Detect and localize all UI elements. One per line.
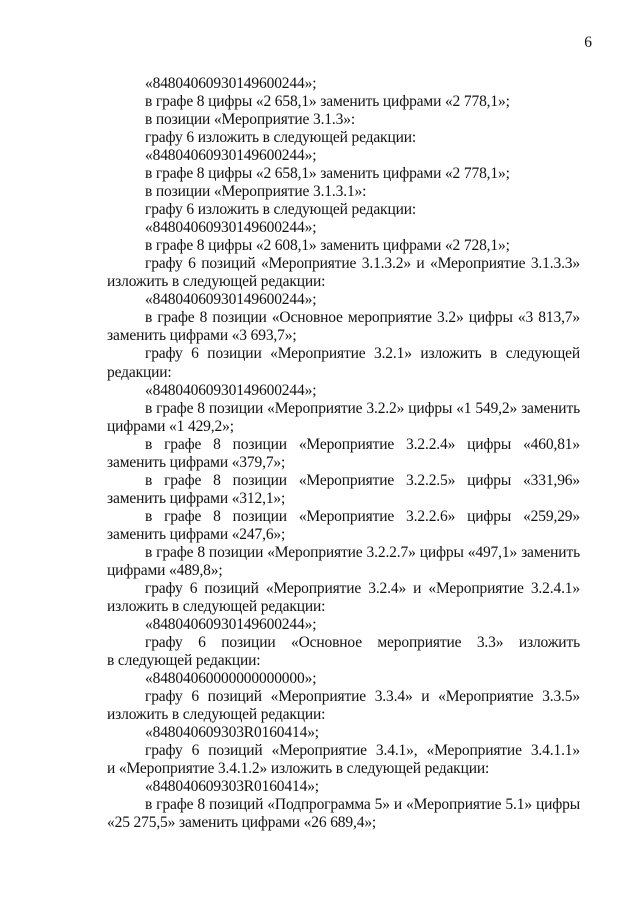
text-line: «84804060930149600244»; [145, 219, 317, 237]
text-line: графу 6 позиций «Мероприятие 3.2.4» и «Мероприятие 3.2.4.1» [145, 579, 580, 597]
text-line: графу 6 позиции «Мероприятие 3.2.1» изложить в следующей [145, 345, 580, 363]
text-line: и «Мероприятие 3.4.1.2» изложить в следующей редакции: [107, 760, 490, 778]
text-line: изложить в следующей редакции: [107, 706, 326, 724]
text-line: «84804060000000000000»; [145, 670, 317, 688]
text-line: графу 6 позиций «Мероприятие 3.4.1», «Мероприятие 3.4.1.1» [145, 742, 580, 760]
text-line: в графе 8 позиции «Мероприятие 3.2.2.6» цифры «259,29» [145, 507, 580, 525]
text-line: цифрами «489,8»; [107, 561, 223, 579]
text-line: в графе 8 позиции «Мероприятие 3.2.2.7» цифры «497,1» заменить [145, 543, 580, 561]
text-line: цифрами «1 429,2»; [107, 417, 234, 435]
text-line: в графе 8 цифры «2 658,1» заменить цифрами «2 778,1»; [145, 93, 510, 111]
text-line: «84804060930149600244»; [145, 147, 317, 165]
text-line: «84804060930149600244»; [145, 381, 317, 399]
text-line: в графе 8 позиции «Мероприятие 3.2.2.5» цифры «331,96» [145, 471, 580, 489]
text-line: заменить цифрами «312,1»; [107, 489, 286, 507]
text-line: «848040609303R0160414»; [145, 724, 319, 742]
document-body [107, 75, 580, 832]
text-line: «84804060930149600244»; [145, 291, 317, 309]
text-line: в графе 8 цифры «2 658,1» заменить цифрами «2 778,1»; [145, 165, 510, 183]
text-line: в графе 8 позиции «Основное мероприятие 3.2» цифры «3 813,7» [145, 309, 580, 327]
text-line: в графе 8 цифры «2 608,1» заменить цифрами «2 728,1»; [145, 237, 510, 255]
text-line: графу 6 позиции «Основное мероприятие 3.3» изложить [145, 633, 580, 651]
text-line: «25 275,5» заменить цифрами «26 689,4»; [107, 814, 377, 832]
text-line: в следующей редакции: [107, 652, 261, 669]
text-line: заменить цифрами «247,6»; [107, 525, 286, 543]
text-line: заменить цифрами «3 693,7»; [107, 327, 297, 345]
page-number: 6 [584, 34, 592, 51]
text-line: в графе 8 позиций «Подпрограмма 5» и «Мероприятие 5.1» цифры [145, 796, 580, 814]
text-line: «84804060930149600244»; [145, 615, 317, 633]
text-line: графу 6 позиций «Мероприятие 3.1.3.2» и «Мероприятие 3.1.3.3» [145, 255, 580, 273]
text-line: в позиции «Мероприятие 3.1.3»: [145, 111, 355, 129]
text-line: в позиции «Мероприятие 3.1.3.1»: [145, 183, 367, 201]
text-line: редакции: [107, 363, 172, 381]
text-line: «848040609303R0160414»; [145, 778, 319, 796]
text-line: графу 6 изложить в следующей редакции: [145, 201, 417, 219]
text-line: изложить в следующей редакции: [107, 273, 326, 291]
text-line: графу 6 изложить в следующей редакции: [145, 129, 417, 147]
text-line: в графе 8 позиции «Мероприятие 3.2.2.4» цифры «460,81» [145, 435, 580, 453]
text-line: «84804060930149600244»; [145, 75, 317, 92]
text-line: заменить цифрами «379,7»; [107, 453, 286, 471]
text-line: изложить в следующей редакции: [107, 597, 326, 615]
text-line: графу 6 позиций «Мероприятие 3.3.4» и «Мероприятие 3.3.5» [145, 688, 580, 706]
text-line: в графе 8 позиции «Мероприятие 3.2.2» цифры «1 549,2» заменить [145, 399, 580, 417]
